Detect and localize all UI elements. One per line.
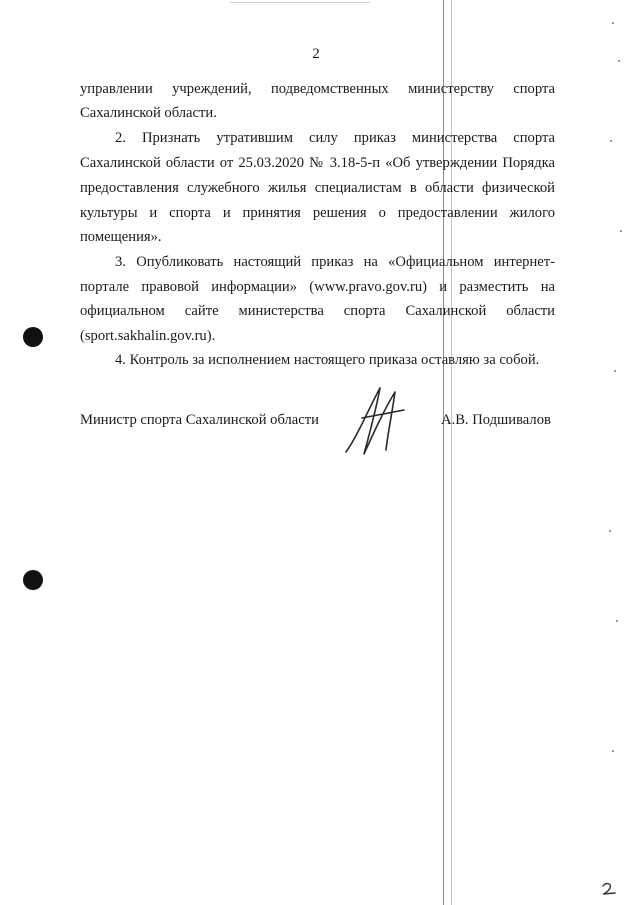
- paragraph-2-line-3: предоставления служебного жилья специалистам в области физической: [80, 180, 555, 196]
- signatory-title: Министр спорта Сахалинской области: [80, 412, 319, 428]
- punch-hole-icon: [23, 327, 43, 347]
- paragraph-3-line-4: (sport.sakhalin.gov.ru).: [80, 328, 216, 344]
- paragraph-3-line-1: 3. Опубликовать настоящий приказ на «Официальном интернет-: [115, 254, 555, 270]
- paragraph-2-line-5: помещения».: [80, 229, 162, 245]
- paragraph-4-line-1: 4. Контроль за исполнением настоящего приказа оставляю за собой.: [115, 352, 540, 368]
- scan-edge-line: [230, 2, 370, 3]
- handwritten-signature-icon: [340, 380, 420, 460]
- paragraph-2-line-1: 2. Признать утратившим силу приказ министерства спорта: [115, 130, 555, 146]
- handwritten-page-mark: [600, 882, 618, 896]
- signatory-name: А.В. Подшивалов: [441, 412, 551, 428]
- punch-hole-icon: [23, 570, 43, 590]
- paragraph-2-line-4: культуры и спорта и принятия решения о предоставлении жилого: [80, 205, 555, 221]
- paragraph-3-line-2: портале правовой информации» (www.pravo.gov.ru) и разместить на: [80, 279, 555, 295]
- paragraph-3-line-3: официальном сайте министерства спорта Сахалинской области: [80, 303, 555, 319]
- paragraph-2-line-2: Сахалинской области от 25.03.2020 № 3.18-5-п «Об утверждении Порядка: [80, 155, 555, 171]
- page-number: 2: [312, 46, 320, 62]
- scan-noise: [606, 10, 626, 890]
- paragraph-1-line-2: Сахалинской области.: [80, 105, 217, 121]
- paragraph-1-line-1: управлении учреждений, подведомственных министерству спорта: [80, 81, 555, 97]
